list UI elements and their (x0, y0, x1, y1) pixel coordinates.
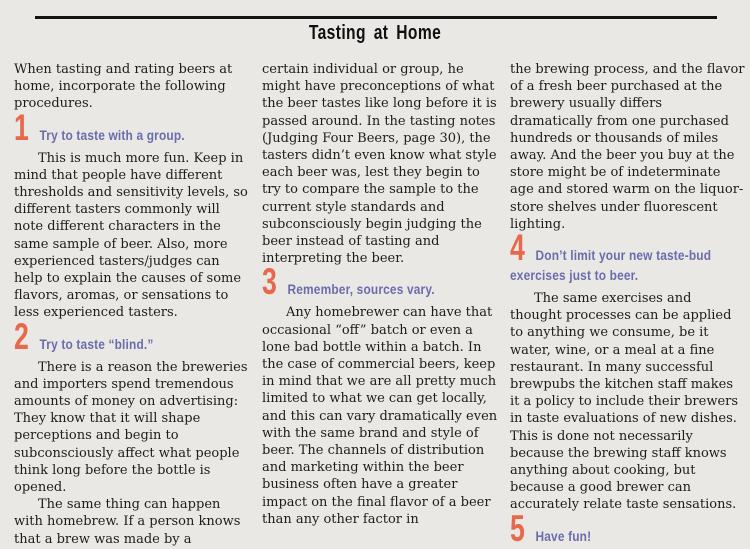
item-number: 3 (262, 261, 277, 303)
paragraph: When tasting and rating beers at home, incorporate the following procedures. (14, 62, 233, 112)
paragraph: certain individual or group, he might have preconceptions of what the beer tastes like long before it is passed around. In the tasting notes (Judging Four Beers, page 30), the tasters didn’t even know what style each beer was, lest they begin to try to compare the sample to the current style standards and subconsciously begin judging the beer instead of tasting and interpreting the beer. (262, 62, 497, 267)
numbered-item-3 (262, 261, 498, 303)
item-number: 1 (14, 106, 29, 148)
item-heading: Have fun! (535, 527, 592, 544)
title-rule (35, 16, 717, 19)
item-heading: Try to taste with a group. (39, 126, 185, 143)
text-column-1 (14, 61, 250, 549)
item-heading: Try to taste “blind.” (39, 335, 154, 352)
paragraph: This is much more fun. Keep in mind that people have different thresholds and sensitivity levels, so different tasters commonly will note different characters in the same sample of beer. Also, more experienced tasters/judges can help to explain the causes of some flavors, aromas, or sensations to less experienced tasters. (14, 150, 248, 321)
paragraph: the brewing process, and the flavor of a fresh beer purchased at the brewery usually differs dramatically from one purchased hundreds or thousands of miles away. And the beer you buy at the store might be of indeterminate age and stored warm on the liquor-store shelves under fluorescent lighting. (510, 62, 745, 232)
paragraph: There is a reason the breweries and importers spend tremendous amounts of money on advertising: They know that it will shape perceptions and begin to subconsciously affect what people think long before the bottle is opened. (14, 359, 248, 496)
numbered-item-5 (510, 507, 746, 549)
paragraph: The same thing can happen with homebrew. If a person knows that a brew was made by a (14, 497, 241, 547)
numbered-item-4 (510, 227, 746, 285)
page (0, 16, 750, 549)
numbered-item-1 (14, 106, 250, 148)
text-column-2 (262, 61, 498, 549)
numbered-item-2 (14, 315, 250, 357)
item-heading: Remember, sources vary. (287, 281, 435, 298)
paragraph: The same exercises and thought processes can be applied to anything we consume, be it water, wine, or a meal at a fine restaurant. In many successful brewpubs the kitchen staff makes it a policy to include their brewers in taste evaluations of new dishes. This is done not necessarily because the brewing staff knows anything about cooking, but because a good brewer can accurately relate taste sensations. (510, 291, 739, 513)
item-number: 4 (510, 227, 525, 269)
item-number: 2 (14, 315, 29, 357)
text-columns (14, 61, 744, 549)
paragraph: Any homebrewer can have that occasional “off” batch or even a lone bad bottle within a batch. In the case of commercial beers, keep in mind that we are all pretty much limited to what we can get locally, and this can vary dramatically even with the same brand and style of beer. The channels of distribution and marketing within the beer business often have a greater impact on the final flavor of a beer than any other factor in (262, 305, 498, 527)
item-number: 5 (510, 507, 525, 549)
item-heading: Don’t limit your new taste-bud exercises just to beer. (510, 247, 712, 284)
page-title: Tasting at Home (308, 22, 442, 44)
text-column-3 (510, 61, 746, 549)
